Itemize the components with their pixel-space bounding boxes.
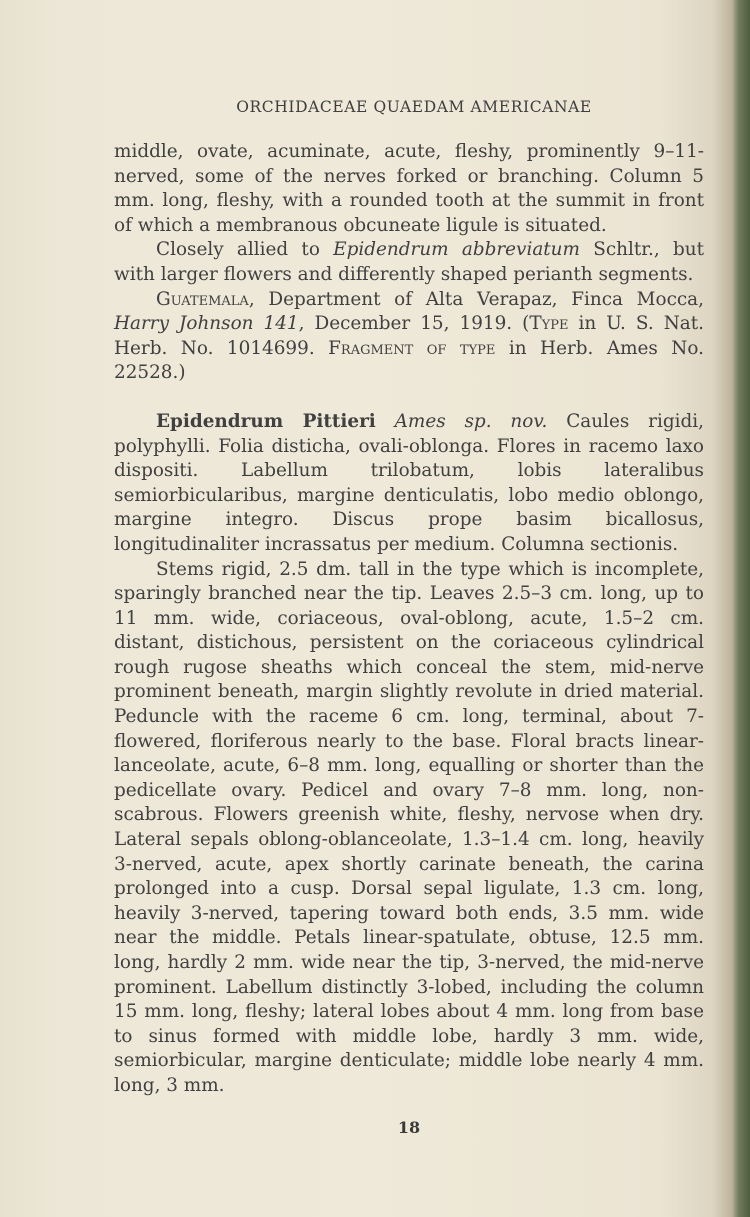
species-author: Ames sp. nov. bbox=[394, 410, 548, 432]
species-heading: Epidendrum Pittieri bbox=[156, 410, 376, 432]
page-edge-shadow bbox=[732, 0, 750, 1217]
paragraph-specimen: Guatemala, Department of Alta Verapaz, Finca Mocca, Harry Johnson 141, December 15, 1919. (Type in U. S. Nat. Herb. No. 1014699. Fragment of type in Herb. Ames No. 22528.) bbox=[114, 288, 704, 384]
paragraph-latin-diagnosis: Epidendrum Pittieri Ames sp. nov. Caules rigidi, polyphylli. Folia disticha, ovali-oblonga. Flores in racemo laxo dispositi. Labellum trilobatum, lobis lateralibus semiorbicularibus, margine denticulatis, lobo medio oblongo, margine integro. Discus prope basim bicallosus, longitudinaliter incrassatus per medium. Columna sectionis. bbox=[114, 410, 704, 555]
running-header: ORCHIDACEAE QUAEDAM AMERICANAE bbox=[236, 98, 592, 116]
species-name: Epidendrum abbreviatum bbox=[333, 239, 580, 261]
type-label: Type bbox=[529, 313, 569, 335]
paragraph-english-description: Stems rigid, 2.5 dm. tall in the type which is incomplete, sparingly branched near the tip. Leaves 2.5–3 cm. long, up to 11 mm. wide, coriaceous, oval-oblong, acute, 1.5–2 cm. distant, distichous, persistent on the coriaceous cylindrical rough rugose sheaths which conceal the stem, mid-nerve prominent beneath, margin slightly revolute in dried material. Peduncle with the raceme 6 cm. long, terminal, about 7-flowered, floriferous nearly to the base. Floral bracts linear-lanceolate, acute, 6–8 mm. long, equalling or shorter than the pedicellate ovary. Pedicel and ovary 7–8 mm. long, non-scabrous. Flowers greenish white, fleshy, nervose when dry. Lateral sepals oblong-oblanceolate, 1.3–1.4 cm. long, heavily 3-nerved, acute, apex shortly carinate beneath, the carina prolonged into a cusp. Dorsal sepal ligulate, 1.3 cm. long, heavily 3-nerved, tapering toward both ends, 3.5 mm. wide near the middle. Petals linear-spatulate, obtuse, 12.5 mm. long, hardly 2 mm. wide near the tip, 3-nerved, the mid-nerve prominent. Labellum distinctly 3-lobed, including the column 15 mm. long, fleshy; lateral lobes about 4 mm. long from base to sinus formed with middle lobe, hardly 3 mm. wide, semiorbicular, margine denticulate; middle lobe nearly 4 mm. long, 3 mm. bbox=[114, 558, 704, 1096]
page-number: 18 bbox=[397, 1118, 421, 1137]
fragment-label: Fragment of type bbox=[328, 337, 496, 359]
collector-name: Harry Johnson 141 bbox=[114, 313, 299, 335]
paragraph-description-end: middle, ovate, acuminate, acute, fleshy, prominently 9–11-nerved, some of the nerves forked or branching. Column 5 mm. long, fleshy, with a rounded tooth at the summit in front of which a membranous obcuneate ligule is situated. bbox=[114, 141, 704, 236]
page-body bbox=[114, 140, 704, 1099]
country-name: Guatemala bbox=[156, 288, 249, 310]
paragraph-affinity: Closely allied to Epidendrum abbreviatum Schltr., but with larger flowers and differently shaped perianth segments. bbox=[114, 239, 704, 285]
section-gap bbox=[114, 386, 704, 410]
